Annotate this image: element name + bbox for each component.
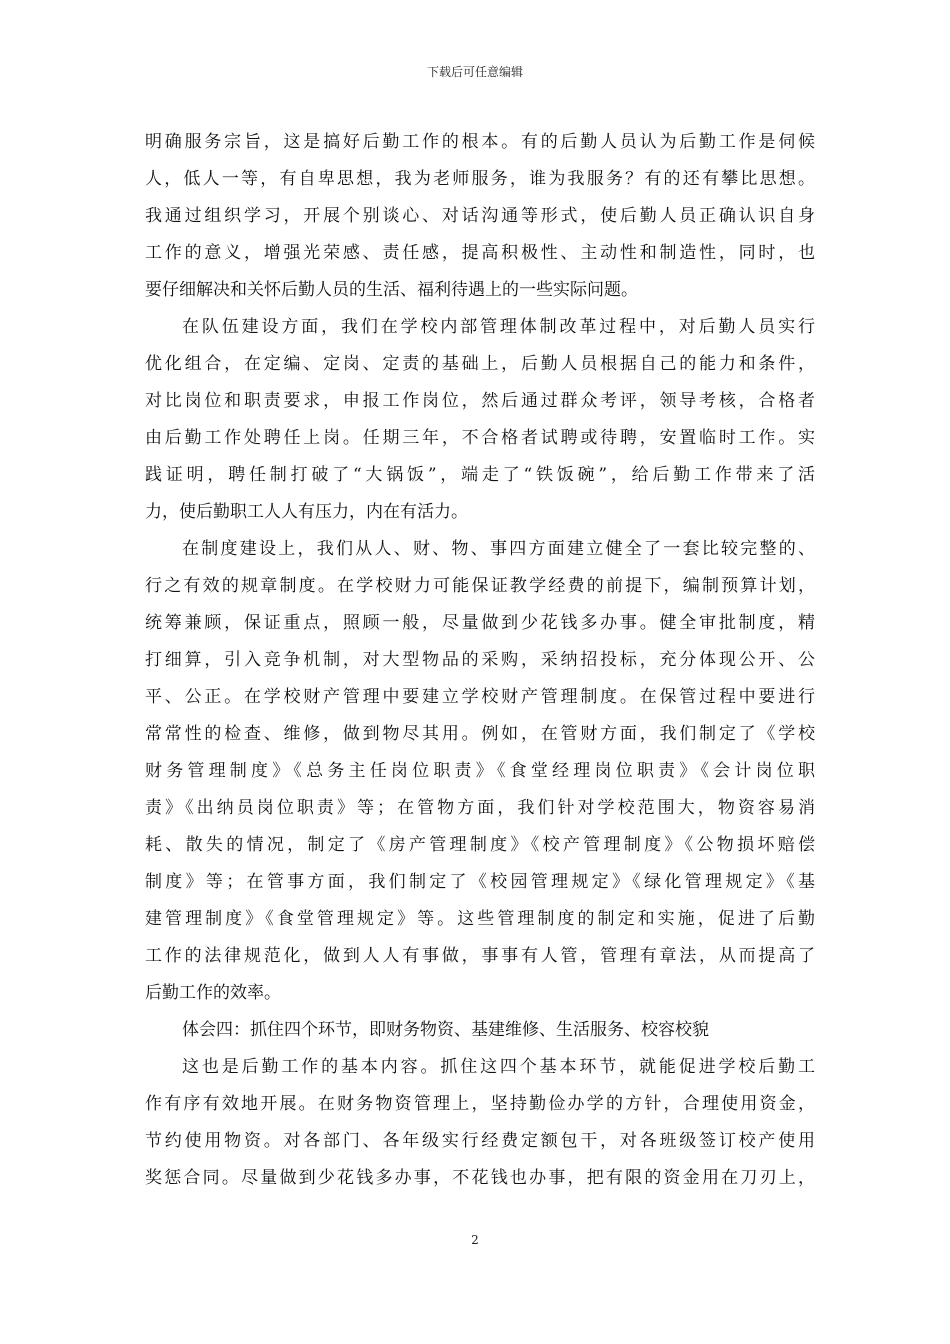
body-text-line: 耗、散失的情况，制定了《房产管理制度》《校产管理制度》《公物损坏赔偿 [145, 835, 815, 855]
body-text-line: 制度》等；在管事方面，我们制定了《校园管理规定》《绿化管理规定》《基 [145, 872, 815, 892]
body-text-line: 责》《出纳员岗位职责》等；在管物方面，我们针对学校范围大，物资容易消 [145, 798, 815, 818]
body-text-line: 奖惩合同。尽量做到少花钱多办事，不花钱也办事，把有限的资金用在刀刃上， [145, 1168, 815, 1188]
body-text-line: 在制度建设上，我们从人、财、物、事四方面建立健全了一套比较完整的、 [182, 539, 815, 559]
body-text-line: 践证明，聘任制打破了“大锅饭”，端走了“铁饭碗”，给后勤工作带来了活 [145, 465, 815, 485]
body-text-line: 行之有效的规章制度。在学校财力可能保证教学经费的前提下，编制预算计划， [145, 576, 815, 596]
body-text-line: 作有序有效地开展。在财务物资管理上，坚持勤俭办学的方针，合理使用资金， [145, 1094, 815, 1114]
body-text-line: 由后勤工作处聘任上岗。任期三年，不合格者试聘或待聘，安置临时工作。实 [145, 428, 815, 448]
body-text-line: 力，使后勤职工人人有压力，内在有活力。 [145, 502, 468, 522]
body-text-line: 体会四：抓住四个环节，即财务物资、基建维修、生活服务、校容校貌 [182, 1020, 709, 1040]
body-text-line: 我通过组织学习，开展个别谈心、对话沟通等形式，使后勤人员正确认识自身 [145, 206, 815, 226]
page-header: 下载后可任意编辑 [426, 65, 523, 79]
body-text-line: 后勤工作的效率。 [145, 983, 281, 1003]
body-text-line: 工作的法律规范化，做到人人有事做，事事有人管，管理有章法，从而提高了 [145, 946, 815, 966]
body-text-line: 节约使用物资。对各部门、各年级实行经费定额包干，对各班级签订校产使用 [145, 1131, 815, 1151]
body-text-line: 工作的意义，增强光荣感、责任感，提高积极性、主动性和制造性，同时，也 [145, 243, 815, 263]
body-text-line: 这也是后勤工作的基本内容。抓住这四个基本环节，就能促进学校后勤工 [182, 1057, 815, 1077]
body-text-line: 常常性的检查、维修，做到物尽其用。例如，在管财方面，我们制定了《学校 [145, 724, 815, 744]
body-text-line: 明确服务宗旨，这是搞好后勤工作的根本。有的后勤人员认为后勤工作是伺候 [145, 132, 815, 152]
document-body [145, 124, 815, 1197]
body-text-line: 在队伍建设方面，我们在学校内部管理体制改革过程中，对后勤人员实行 [182, 317, 815, 337]
body-text-line: 优化组合，在定编、定岗、定责的基础上，后勤人员根据自己的能力和条件， [145, 354, 815, 374]
body-text-line: 人，低人一等，有自卑思想，我为老师服务，谁为我服务？有的还有攀比思想。 [145, 169, 815, 189]
body-text-line: 财务管理制度》《总务主任岗位职责》《食堂经理岗位职责》《会计岗位职 [145, 761, 815, 781]
body-text-line: 要仔细解决和关怀后勤人员的生活、福利待遇上的一些实际问题。 [145, 280, 638, 300]
body-text-line: 统筹兼顾，保证重点，照顾一般，尽量做到少花钱多办事。健全审批制度，精 [145, 613, 815, 633]
body-text-line: 建管理制度》《食堂管理规定》等。这些管理制度的制定和实施，促进了后勤 [145, 909, 815, 929]
body-text-line: 对比岗位和职责要求，申报工作岗位，然后通过群众考评，领导考核，合格者 [145, 391, 815, 411]
body-text-line: 打细算，引入竞争机制，对大型物品的采购，采纳招投标，充分体现公开、公 [145, 650, 815, 670]
body-text-line: 平、公正。在学校财产管理中要建立学校财产管理制度。在保管过程中要进行 [145, 687, 815, 707]
page-number: 2 [471, 1233, 479, 1247]
